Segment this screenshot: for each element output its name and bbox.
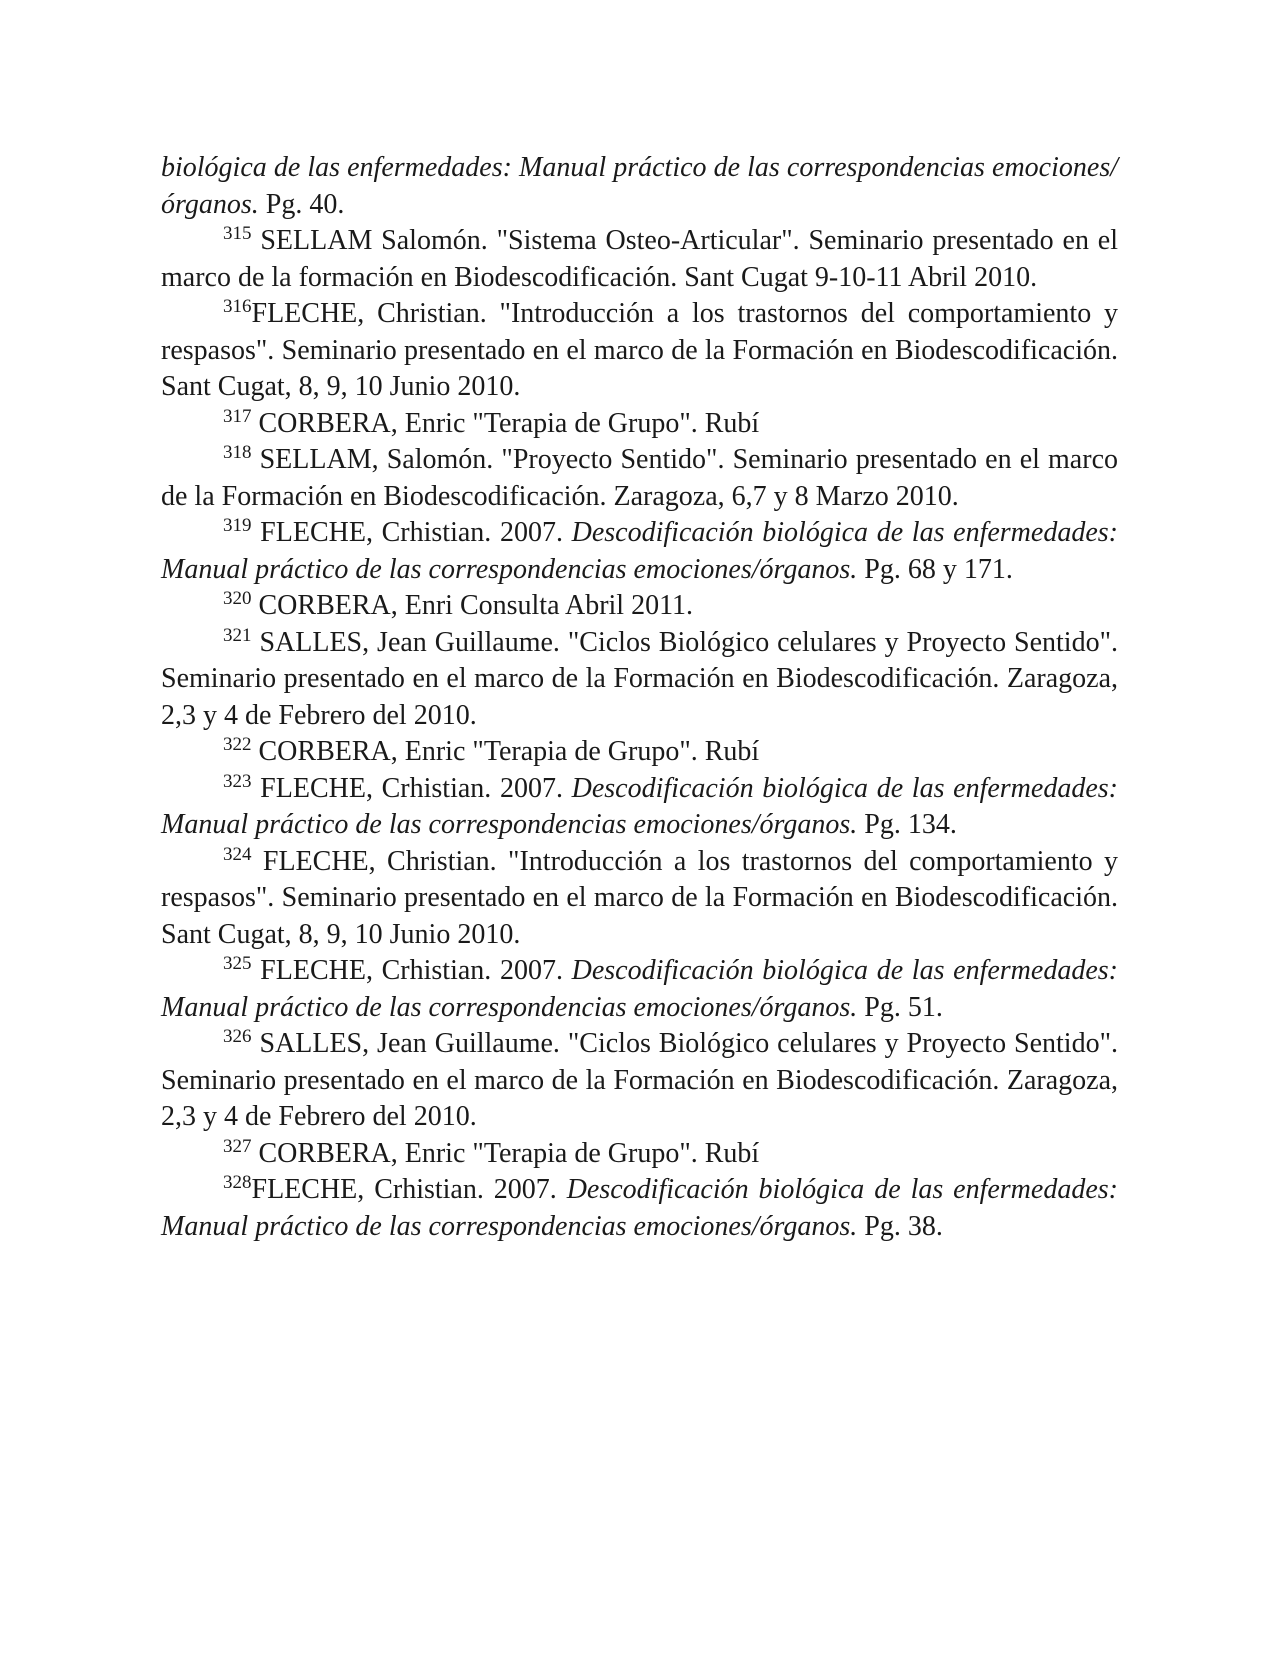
footnote-text: CORBERA, Enri Consulta Abril 2011.: [251, 590, 694, 621]
footnote-number: 325: [223, 953, 252, 974]
footnote-number: 323: [223, 770, 252, 792]
footnote-text: CORBERA, Enric "Terapia de Grupo". Rubí: [251, 1137, 760, 1169]
footnote-text: CORBERA, Enric "Terapia de Grupo". Rubí: [251, 407, 760, 439]
footnote-page: Pg. 134.: [857, 809, 957, 840]
footnote-page: Pg. 38.: [857, 1210, 943, 1242]
footnote-number: 317: [223, 405, 252, 427]
continuation-page: Pg. 40.: [258, 188, 345, 220]
footnote-text: FLECHE, Christian. "Introducción a los trastornos del comportamiento y respasos". Seminario presentado en el marco de la Formación en Biodescodificación. Sant Cugat, 8, 9, 10 Junio 2010.: [161, 298, 1118, 402]
footnote-title: Descodificación biológica de las enfermedades: Manual práctico de las correspondencias emociones/órganos.: [161, 772, 1118, 840]
footnote-continuation: [161, 150, 1118, 223]
footnotes-page: [161, 150, 1118, 1245]
footnote-number: 326: [223, 1026, 252, 1047]
footnote-text: CORBERA, Enric "Terapia de Grupo". Rubí: [251, 736, 760, 767]
footnote-text: SELLAM, Salomón. "Proyecto Sentido". Seminario presentado en el marco de la Formación en Biodescodificación. Zaragoza, 6,7 y 8 Marzo 2010.: [161, 444, 1118, 512]
footnote-text: SALLES, Jean Guillaume. "Ciclos Biológico celulares y Proyecto Sentido". Seminario presentado en el marco de la Formación en Biodescodificación. Zaragoza, 2,3 y 4 de Febrero del 2010.: [161, 626, 1118, 731]
footnote-number: 320: [223, 588, 252, 609]
footnote-326: [161, 1026, 1118, 1136]
footnote-title: Descodificación biológica de las enfermedades: Manual práctico de las correspondencias emociones/órganos.: [161, 955, 1118, 1023]
footnote-317: [161, 406, 1118, 443]
footnote-number: 327: [223, 1135, 252, 1157]
footnote-text: SALLES, Jean Guillaume. "Ciclos Biológico celulares y Proyecto Sentido". Seminario presentado en el marco de la Formación en Biodescodificación. Zaragoza, 2,3 y 4 de Febrero del 2010.: [161, 1028, 1118, 1132]
footnote-322: [161, 734, 1118, 771]
footnote-text: FLECHE, Crhistian. 2007.: [251, 955, 572, 986]
footnote-page: Pg. 68 y 171.: [857, 553, 1013, 585]
footnote-316: [161, 296, 1118, 406]
footnote-number: 328: [223, 1172, 252, 1193]
footnote-number: 318: [223, 442, 252, 463]
footnote-number: 319: [223, 515, 252, 536]
footnote-number: 315: [223, 223, 252, 244]
footnote-328: [161, 1172, 1118, 1245]
footnote-text: FLECHE, Crhistian. 2007.: [251, 772, 572, 804]
footnote-323: [161, 771, 1118, 844]
footnote-321: [161, 625, 1118, 735]
footnote-title: Descodificación biológica de las enfermedades: Manual práctico de las correspondencias emociones/órganos.: [161, 1174, 1118, 1242]
footnote-315: [161, 223, 1118, 296]
footnote-327: [161, 1136, 1118, 1173]
footnote-318: [161, 442, 1118, 515]
footnote-325: [161, 953, 1118, 1026]
footnote-title: Descodificación biológica de las enfermedades: Manual práctico de las correspondencias emociones/órganos.: [161, 517, 1118, 585]
footnote-text: FLECHE, Crhistian. 2007.: [251, 517, 572, 548]
footnote-number: 321: [223, 624, 252, 646]
continuation-title: biológica de las enfermedades: Manual práctico de las correspondencias emociones/órganos.: [161, 152, 1118, 220]
footnote-319: [161, 515, 1118, 588]
footnote-page: Pg. 51.: [857, 991, 943, 1023]
footnote-320: [161, 588, 1118, 625]
footnote-number: 316: [223, 296, 252, 317]
footnote-324: [161, 844, 1118, 954]
footnote-text: FLECHE, Crhistian. 2007.: [251, 1174, 567, 1205]
footnote-number: 324: [223, 843, 252, 865]
footnote-number: 322: [223, 734, 252, 755]
footnote-text: FLECHE, Christian. "Introducción a los trastornos del comportamiento y respasos". Seminario presentado en el marco de la Formación en Biodescodificación. Sant Cugat, 8, 9, 10 Junio 2010.: [161, 845, 1118, 950]
footnote-text: SELLAM Salomón. "Sistema Osteo-Articular". Seminario presentado en el marco de la formación en Biodescodificación. Sant Cugat 9-10-11 Abril 2010.: [161, 225, 1118, 293]
